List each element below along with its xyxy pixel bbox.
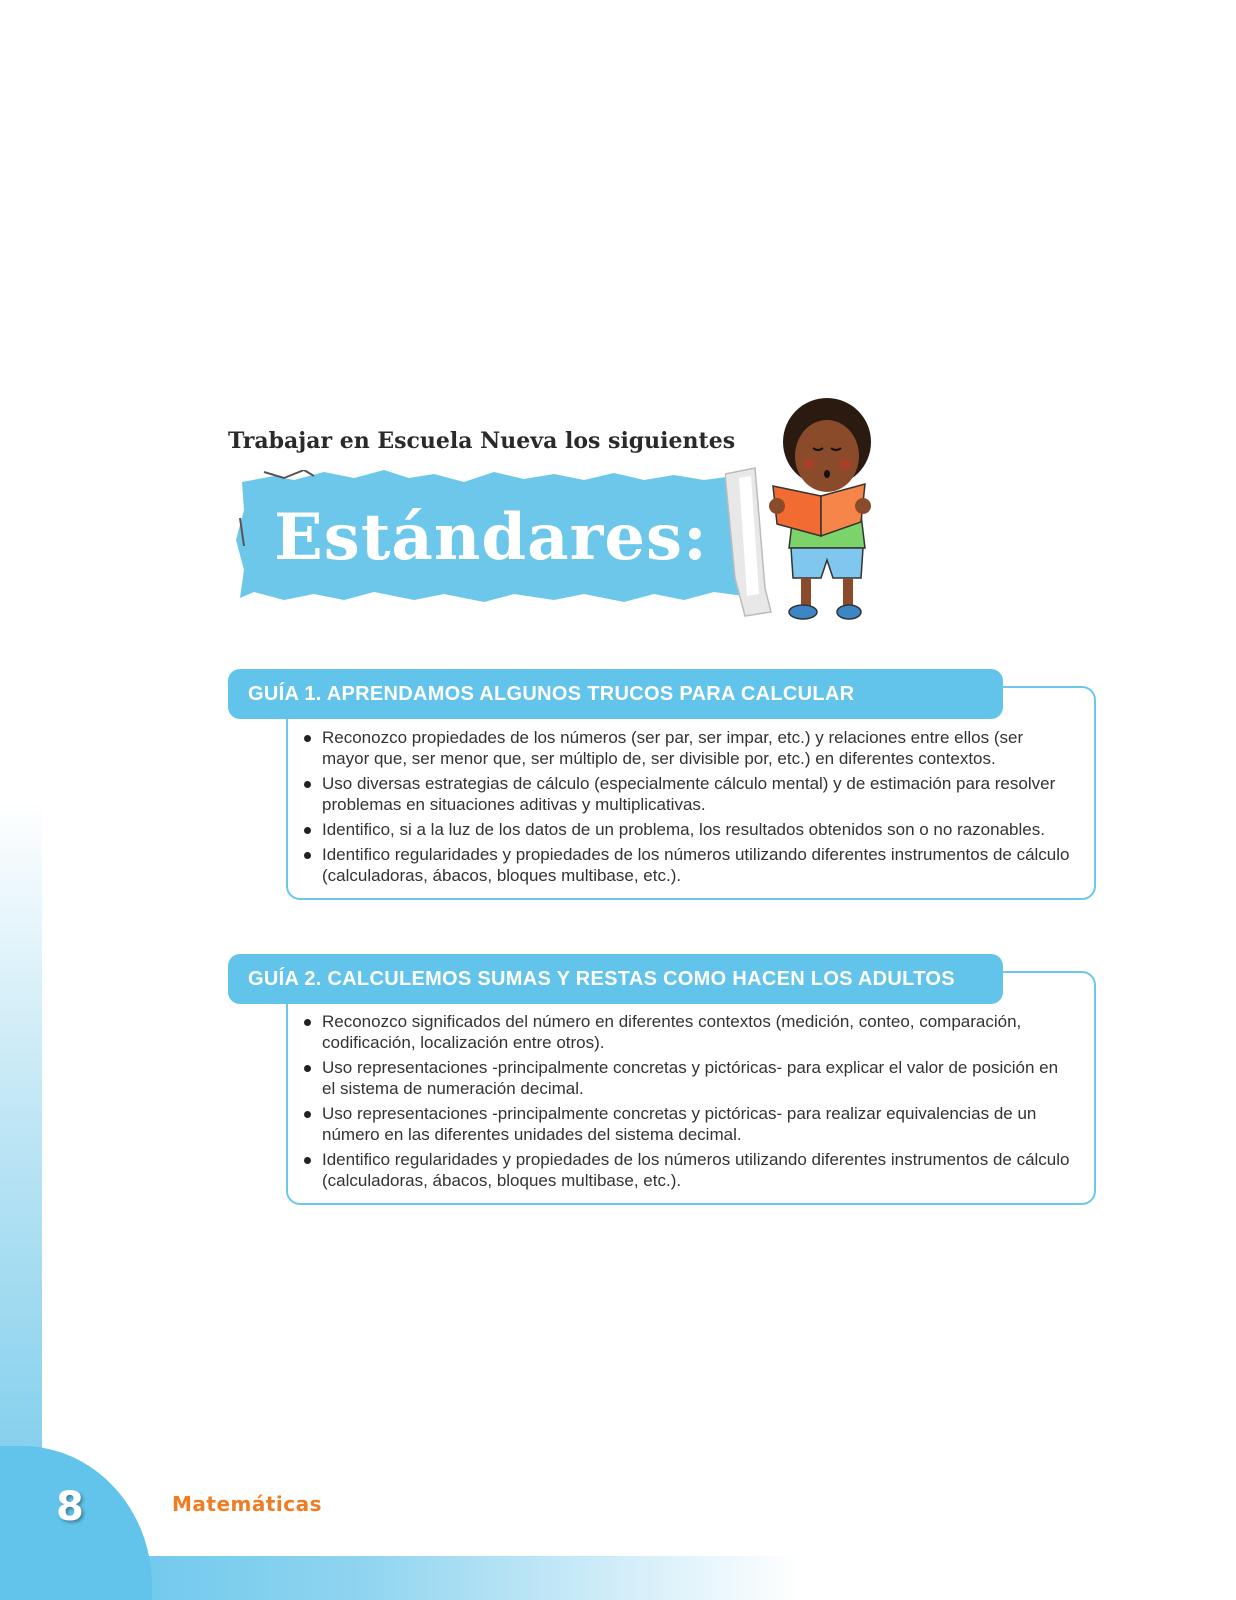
list-item: Uso representaciones -principalmente concretas y pictóricas- para realizar equivalencias de un número en las diferentes unidades del sistema decimal. [302,1103,1072,1145]
list-item: Reconozco propiedades de los números (ser par, ser impar, etc.) y relaciones entre ellos (ser mayor que, ser menor que, ser múltiplo de, ser divisible por, etc.) en diferentes contextos. [302,727,1072,769]
banner-title: Estándares: [274,500,708,575]
list-item: Uso diversas estrategias de cálculo (especialmente cálculo mental) y de estimación para resolver problemas en situaciones aditivas y multiplicativas. [302,773,1072,815]
subject-label: Matemáticas [172,1492,323,1516]
page-number: 8 [56,1484,84,1530]
guide-1-header: GUÍA 1. APRENDAMOS ALGUNOS TRUCOS PARA CALCULAR [228,669,1003,719]
list-item: Identifico regularidades y propiedades de los números utilizando diferentes instrumentos de cálculo (calculadoras, ábacos, bloques multibase, etc.). [302,1149,1072,1191]
list-item: Reconozco significados del número en diferentes contextos (medición, conteo, comparación, codificación, localización entre otros). [302,1011,1072,1053]
list-item: Identifico, si a la luz de los datos de un problema, los resultados obtenidos son o no razonables. [302,819,1072,840]
guide-2-header: GUÍA 2. CALCULEMOS SUMAS Y RESTAS COMO HACEN LOS ADULTOS [228,954,1003,1004]
guide-2-list [302,1011,1072,1195]
guide-1-list [302,727,1072,890]
list-item: Uso representaciones -principalmente concretas y pictóricas- para explicar el valor de posición en el sistema de numeración decimal. [302,1057,1072,1099]
intro-text: Trabajar en Escuela Nueva los siguientes [228,428,736,454]
list-item: Identifico regularidades y propiedades de los números utilizando diferentes instrumentos de cálculo (calculadoras, ábacos, bloques multibase, etc.). [302,844,1072,886]
child-reading-illustration [725,398,905,638]
